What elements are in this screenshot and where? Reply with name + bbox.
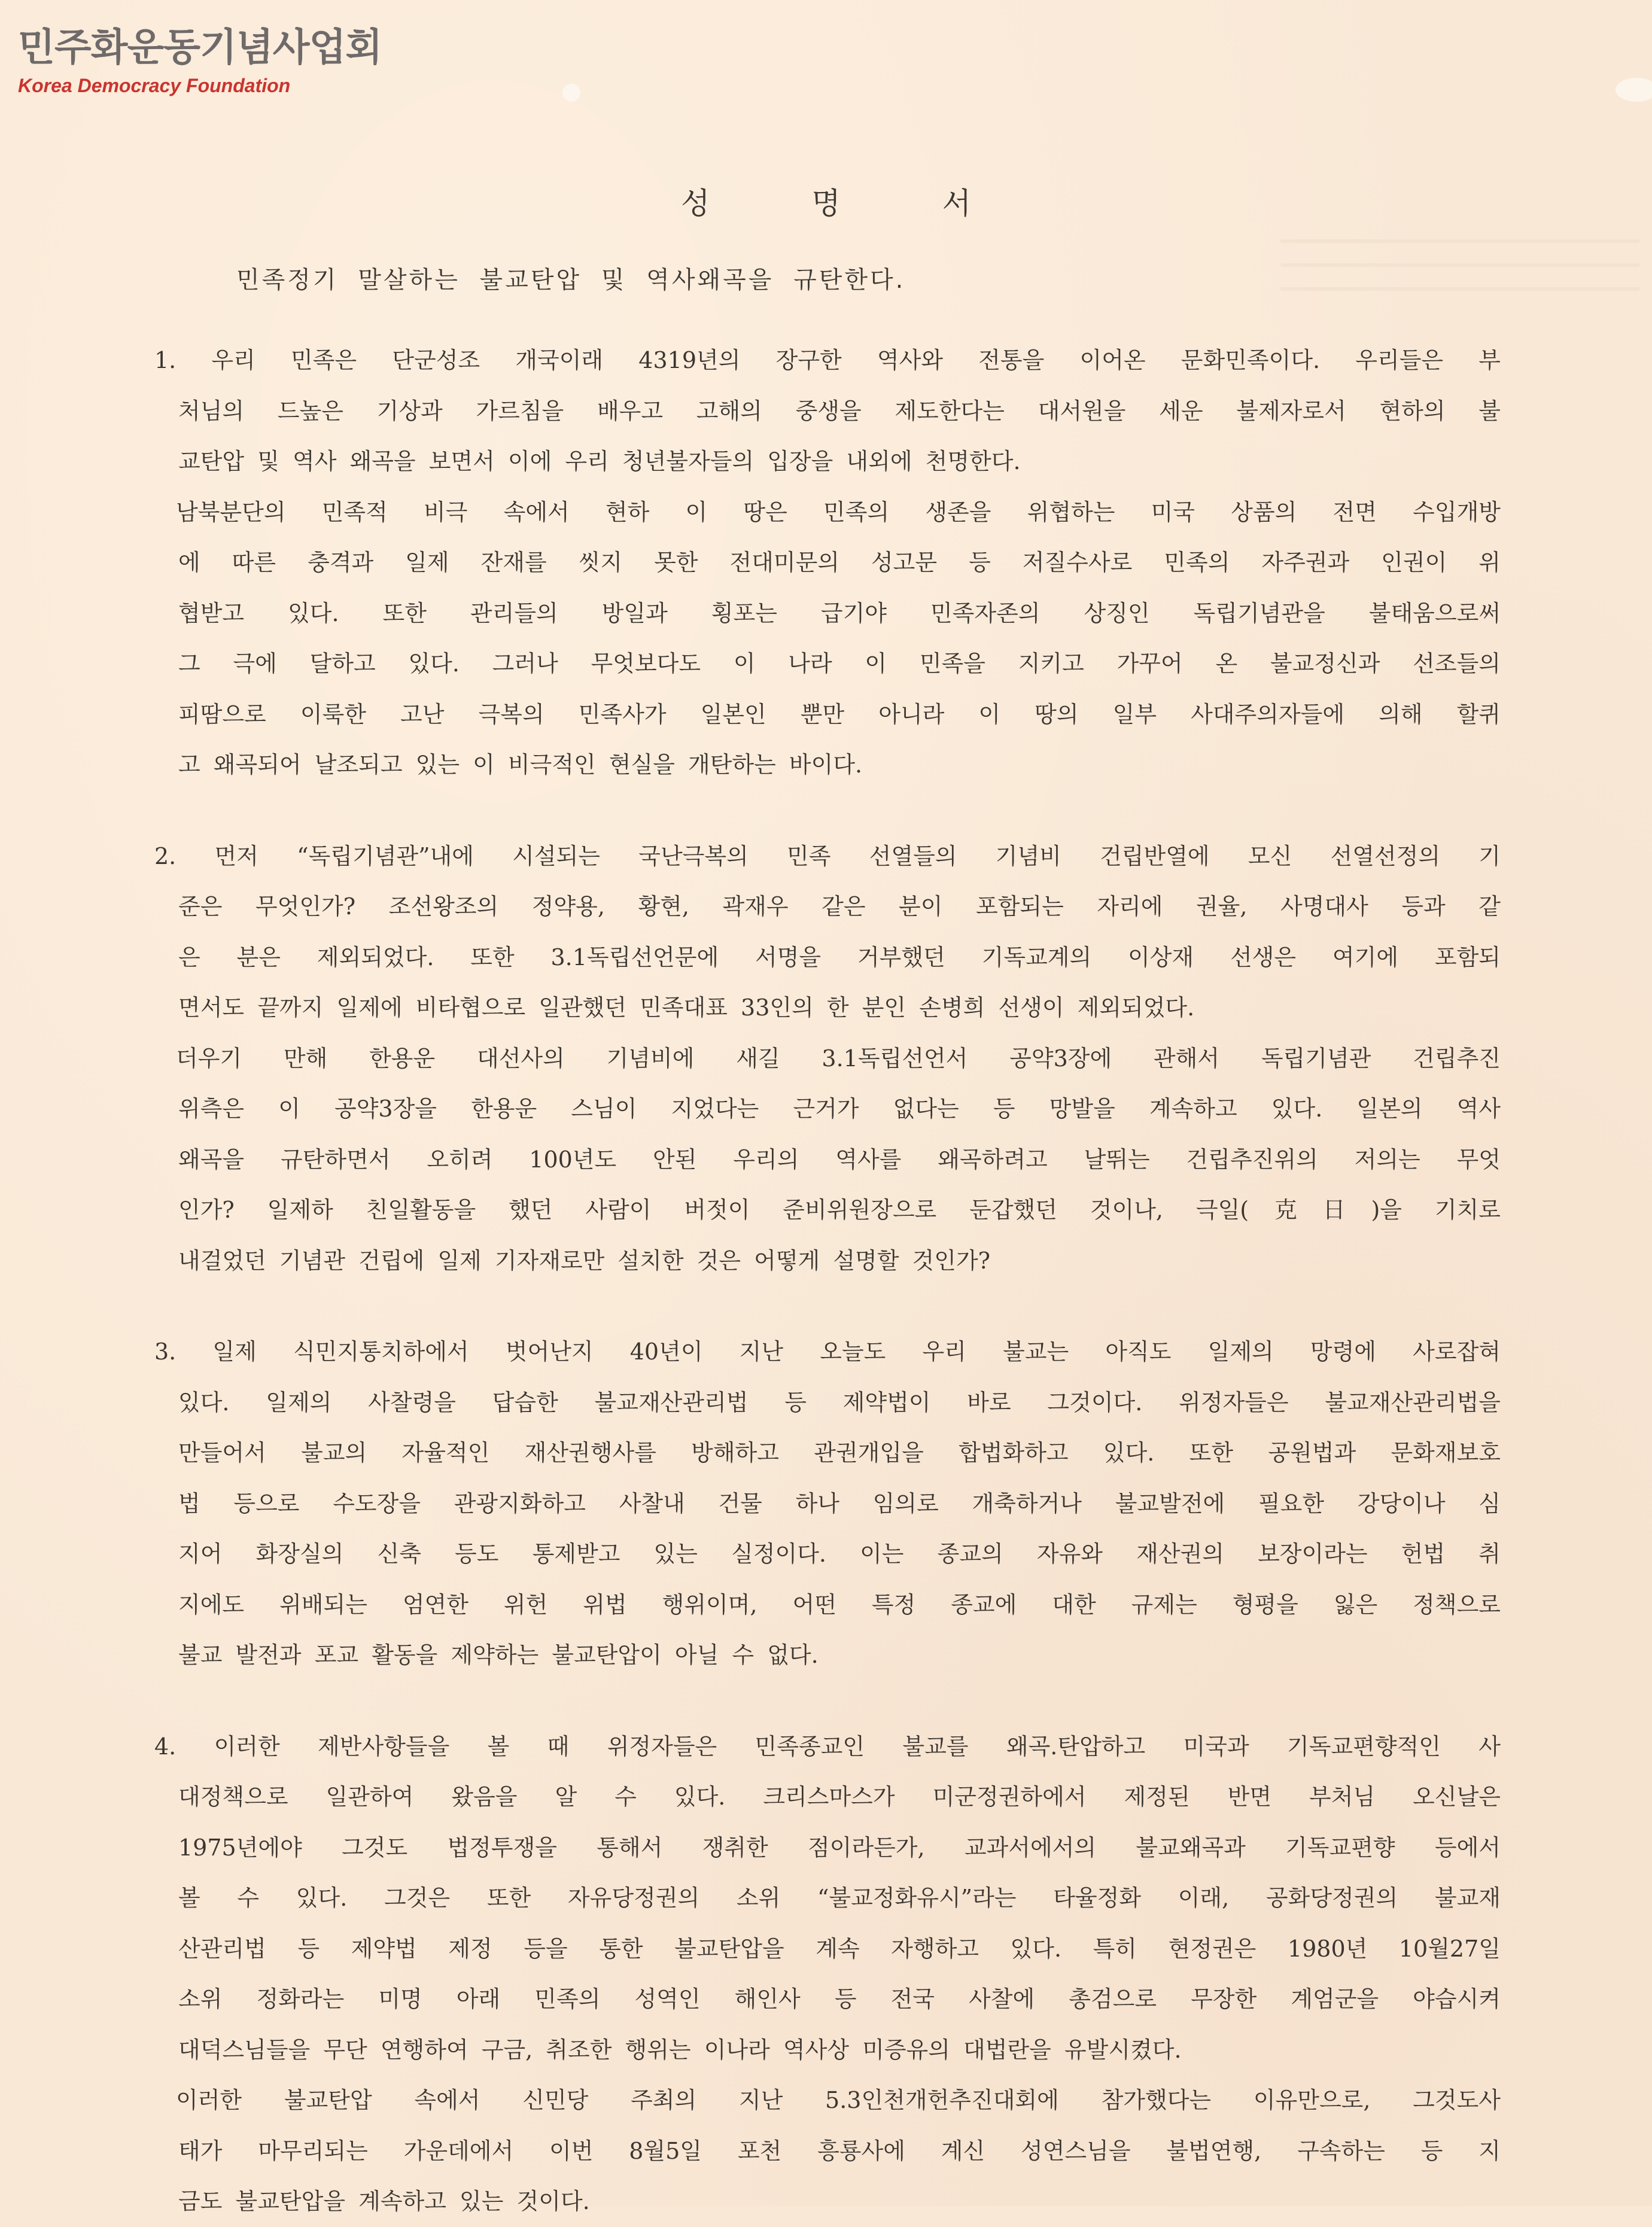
section-1 [154,335,1501,790]
paragraph-line: 준은 무엇인가? 조선왕조의 정약용, 황현, 곽재우 같은 분이 포함되는 자리에 권율, 사명대사 등과 같 [178,893,1501,920]
paper-stain [562,84,580,102]
document-body [154,335,1501,2227]
foundation-watermark [18,24,382,97]
paragraph-line: 산관리법 등 제약법 제정 등을 통한 불교탄압을 계속 자행하고 있다. 특히 현정권은 1980년 10월27일 [178,1935,1501,1962]
paper-stain [1616,78,1652,102]
paragraph-line: 볼 수 있다. 그것은 또한 자유당정권의 소위 “불교정화유시”라는 타율정화 이래, 공화당정권의 불교재 [178,1885,1501,1911]
paragraph-line: 피땀으로 이룩한 고난 극복의 민족사가 일본인 뿐만 아니라 이 땅의 일부 사대주의자들에 의해 할퀴 [178,701,1501,728]
paragraph-line: 태가 마무리되는 가운데에서 이번 8월5일 포천 흥룡사에 계신 성연스님을 불법연행, 구속하는 등 지 [178,2137,1501,2164]
paragraph-line: 지에도 위배되는 엄연한 위헌 위법 행위이며, 어떤 특정 종교에 대한 규제는 형평을 잃은 정책으로 [178,1591,1501,1618]
paragraph-line: 금도 불교탄압을 계속하고 있는 것이다. [178,2188,590,2214]
document-title: 성명서 [681,186,1073,221]
section-4 [154,1721,1501,2227]
paragraph-line: 3. 일제 식민지통치하에서 벗어난지 40년이 지난 오늘도 우리 불교는 아직도 일제의 망령에 사로잡혀 [154,1338,1501,1365]
watermark-english-name: Korea Democracy Foundation [18,75,291,96]
paragraph-line: 은 분은 제외되었다. 또한 3.1독립선언문에 서명을 거부했던 기독교계의 이상재 선생은 여기에 포함되 [178,944,1501,970]
paragraph-line: 소위 정화라는 미명 아래 민족의 성역인 해인사 등 전국 사찰에 총검으로 무장한 계엄군을 야습시켜 [178,1986,1501,2012]
section-3 [154,1327,1501,1681]
paragraph-line: 불교 발전과 포교 활동을 제약하는 불교탄압이 아닐 수 없다. [178,1642,819,1668]
paragraph-line: 협받고 있다. 또한 관리들의 방일과 횡포는 급기야 민족자존의 상징인 독립기념관을 불태움으로써 [178,600,1501,626]
paragraph-line: 교탄압 및 역사 왜곡을 보면서 이에 우리 청년불자들의 입장을 내외에 천명한다. [178,448,1021,474]
paragraph-line: 만들어서 불교의 자율적인 재산권행사를 방해하고 관권개입을 합법화하고 있다. 또한 공원법과 문화재보호 [178,1440,1501,1466]
paragraph-line: 2. 먼저 “독립기념관”내에 시설되는 국난극복의 민족 선열들의 기념비 건립반열에 모신 선열선정의 기 [154,842,1501,869]
paragraph-line: 고 왜곡되어 날조되고 있는 이 비극적인 현실을 개탄하는 바이다. [178,752,863,778]
paragraph-line: 1975년에야 그것도 법정투쟁을 통해서 쟁취한 점이라든가, 교과서에서의 불교왜곡과 기독교편향 등에서 [178,1834,1501,1861]
paragraph-line: 이러한 불교탄압 속에서 신민당 주최의 지난 5.3인천개헌추진대회에 참가했다는 이유만으로, 그것도사 [176,2087,1501,2113]
watermark-korean-name: 민주화운동기념사업회 [18,26,382,70]
paragraph-line: 더우기 만해 한용운 대선사의 기념비에 새길 3.1독립선언서 공약3장에 관해서 독립기념관 건립추진 [176,1045,1501,1072]
paragraph-line: 인가? 일제하 친일활동을 했던 사람이 버젓이 준비위원장으로 둔갑했던 것이나, 극일(克日)을 기치로 [178,1197,1501,1223]
paragraph-line: 있다. 일제의 사찰령을 답습한 불교재산관리법 등 제약법이 바로 그것이다. 위정자들은 불교재산관리법을 [178,1389,1501,1416]
paragraph-line: 4. 이러한 제반사항들을 볼 때 위정자들은 민족종교인 불교를 왜곡.탄압하고 미국과 기독교편향적인 사 [154,1733,1501,1760]
paragraph-line: 면서도 끝까지 일제에 비타협으로 일관했던 민족대표 33인의 한 분인 손병희 선생이 제외되었다. [178,994,1195,1021]
paragraph-line: 대덕스님들을 무단 연행하여 구금, 취조한 행위는 이나라 역사상 미증유의 대법란을 유발시켰다. [178,2036,1182,2063]
paragraph-line: 남북분단의 민족적 비극 속에서 현하 이 땅은 민족의 생존을 위협하는 미국 상품의 전면 수입개방 [176,498,1501,525]
paragraph-line: 법 등으로 수도장을 관광지화하고 사찰내 건물 하나 임의로 개축하거나 불교발전에 필요한 강당이나 심 [178,1490,1501,1517]
paragraph-line: 위측은 이 공약3장을 한용운 스님이 지었다는 근거가 없다는 등 망발을 계속하고 있다. 일본의 역사 [178,1096,1501,1122]
paragraph-line: 대정책으로 일관하여 왔음을 알 수 있다. 크리스마스가 미군정권하에서 제정된 반면 부처님 오신날은 [178,1784,1501,1810]
paragraph-line: 처님의 드높은 기상과 가르침을 배우고 고해의 중생을 제도한다는 대서원을 세운 불제자로서 현하의 불 [178,397,1501,424]
section-2 [154,831,1501,1286]
paragraph-line: 지어 화장실의 신축 등도 통제받고 있는 실정이다. 이는 종교의 자유와 재산권의 보장이라는 헌법 취 [178,1541,1501,1567]
paragraph-line: 그 극에 달하고 있다. 그러나 무엇보다도 이 나라 이 민족을 지키고 가꾸어 온 불교정신과 선조들의 [178,650,1501,677]
paragraph-line: 1. 우리 민족은 단군성조 개국이래 4319년의 장구한 역사와 전통을 이어온 문화민족이다. 우리들은 부 [154,347,1501,373]
paragraph-line: 내걸었던 기념관 건립에 일제 기자재로만 설치한 것은 어떻게 설명할 것인가? [178,1247,991,1274]
paragraph-line: 에 따른 충격과 일제 잔재를 씻지 못한 전대미문의 성고문 등 저질수사로 민족의 자주권과 인권이 위 [178,549,1501,576]
paragraph-line: 왜곡을 규탄하면서 오히려 100년도 안된 우리의 역사를 왜곡하려고 날뛰는 건립추진위의 저의는 무엇 [178,1146,1501,1173]
document-subtitle: 민족정기 말살하는 불교탄압 및 역사왜곡을 규탄한다. [236,266,906,294]
bleed-through-text [1280,239,1639,311]
